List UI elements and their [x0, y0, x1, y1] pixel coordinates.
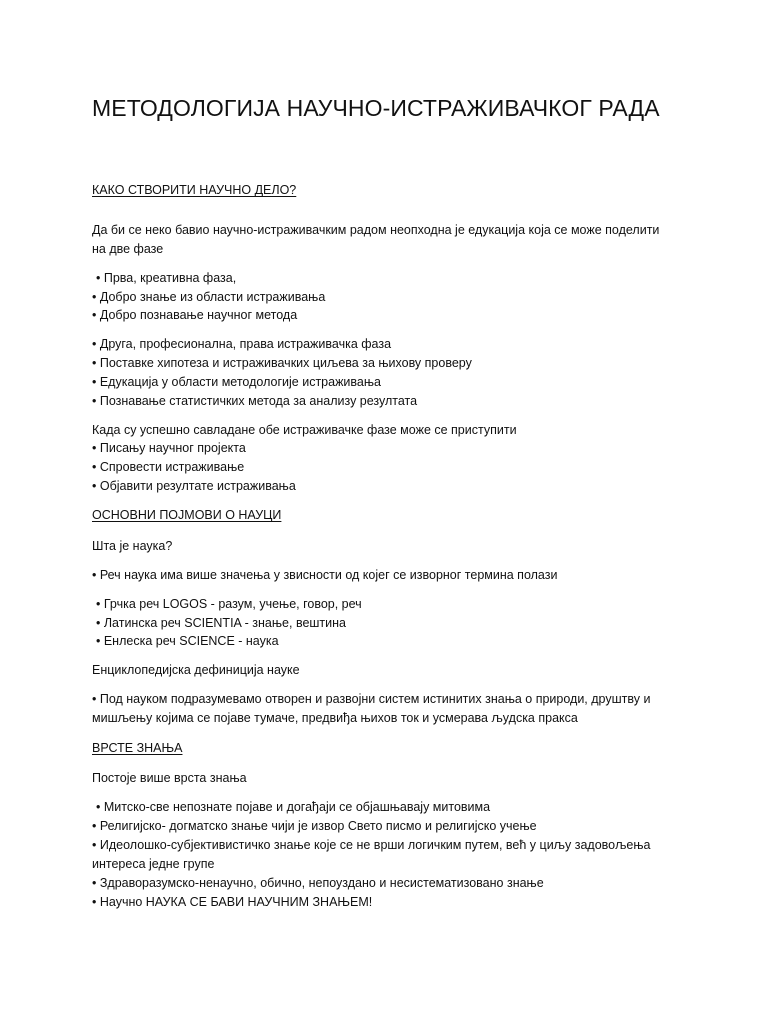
paragraph-line: Шта је наука? — [92, 539, 173, 553]
paragraph-line: интереса једне групе — [92, 857, 215, 871]
paragraph-line: мишљењу којима се појаве тумаче, предвиђа њихов ток и усмерава људска пракса — [92, 711, 578, 725]
list-item: • Латинска реч SCIENTIA - знање, вештина — [96, 616, 346, 630]
paragraph-line: Постоје више врста знања — [92, 771, 247, 785]
list-item: • Реч наука има више значења у звисности од којег се изворног термина полази — [92, 568, 558, 582]
list-item: • Научно НАУКА СЕ БАВИ НАУЧНИМ ЗНАЊЕМ! — [92, 895, 373, 909]
list-item: • Здраворазумско-ненаучно, обично, непоуздано и несистематизовано знање — [92, 876, 544, 890]
paragraph-line: Да би се неко бавио научно-истраживачким радом неопходна је едукација која се може поделити — [92, 223, 660, 237]
list-item: • Објавити резултате истраживања — [92, 479, 296, 493]
paragraph-line: Енциклопедијска дефиниција науке — [92, 663, 300, 677]
list-item: • Грчка реч LOGOS - разум, учење, говор, реч — [96, 597, 362, 611]
list-item: • Добро познавање научног метода — [92, 308, 298, 322]
list-item: • Митско-све непознате појаве и догађаји се објашњавају митовима — [96, 800, 491, 814]
section-heading-types-of-knowledge: ВРСТЕ ЗНАЊА — [92, 741, 183, 755]
list-item: • Писању научног пројекта — [92, 441, 246, 455]
paragraph-line: на две фазе — [92, 242, 164, 256]
list-item: • Познавање статистичких метода за анализу резултата — [92, 394, 418, 408]
section-heading-basic-concepts: ОСНОВНИ ПОЈМОВИ О НАУЦИ — [92, 508, 282, 522]
list-item: • Религијско- догматско знање чији је извор Свето писмо и религијско учење — [92, 819, 537, 833]
section-heading-how-to-create: КАКО СТВОРИТИ НАУЧНО ДЕЛО? — [92, 183, 297, 197]
list-item: • Едукација у области методологије истраживања — [92, 375, 381, 389]
list-item: • Енлеска реч SCIENCE - наука — [96, 634, 279, 648]
list-item: • Поставке хипотеза и истраживачких циљева за њихову проверу — [92, 356, 472, 370]
list-item: • Друга, професионална, права истраживачка фаза — [92, 337, 392, 351]
list-item: • Спровести истраживање — [92, 460, 245, 474]
list-item: • Идеолошко-субјективистичко знање које се не врши логичким путем, већ у циљу задовољења — [92, 838, 651, 852]
paragraph-line: Када су успешно савладане обе истраживачке фазе може се приступити — [92, 423, 517, 437]
list-item: • Прва, креативна фаза, — [96, 271, 237, 285]
list-item: • Под науком подразумевамо отворен и развојни систем истинитих знања о природи, друштву и — [92, 692, 651, 706]
list-item: • Добро знање из области истраживања — [92, 290, 326, 304]
document-title: МЕТОДОЛОГИЈА НАУЧНО-ИСТРАЖИВАЧКОГ РАДА — [92, 95, 660, 121]
